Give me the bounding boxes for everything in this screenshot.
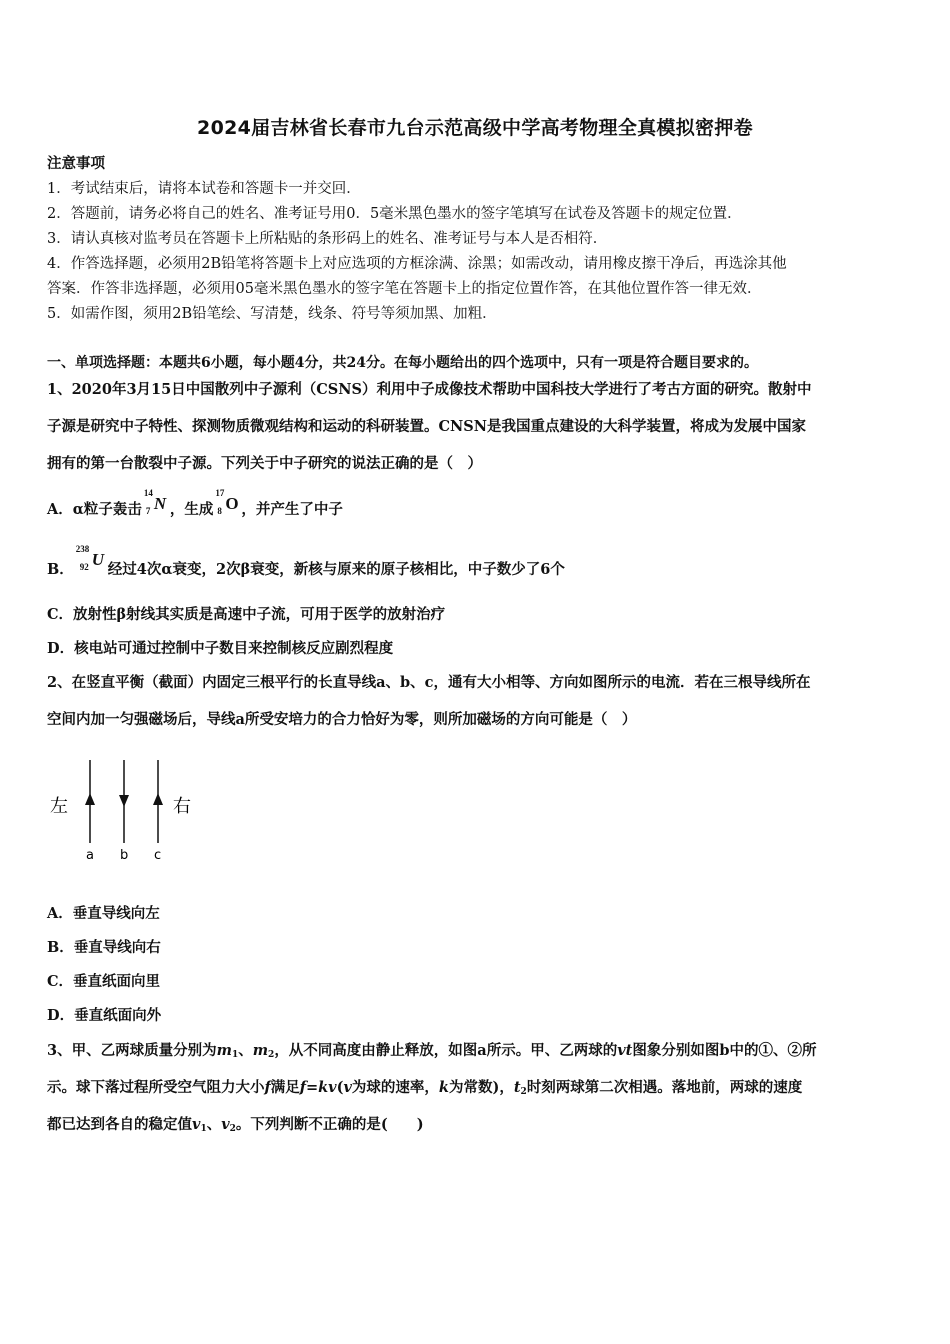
q2-option-a: A．垂直导线向左 <box>47 905 160 922</box>
section1-heading: 一、单项选择题：本题共6小题，每小题4分，共24分。在每小题给出的四个选项中，只有一项是符合题目要求的。 <box>47 355 758 371</box>
q3-stem-line3: 都已达到各自的稳定值$v_1$、$v_2$。下列判断不正确的是( ) <box>47 1116 424 1134</box>
q1-option-a-pre: A．α粒子轰击 <box>47 501 142 518</box>
q2-stem-line2: 空间内加一匀强磁场后，导线a所受安培力的合力恰好为零，则所加磁场的方向可能是（ ） <box>47 711 637 728</box>
wire-c-label: c <box>154 848 162 863</box>
notice-item-1: 1．考试结束后，请将本试卷和答题卡一并交回． <box>47 181 361 197</box>
q2-option-c: C．垂直纸面向里 <box>47 973 161 990</box>
notice-item-4: 4．作答选择题，必须用2B铅笔将答题卡上对应选项的方框涂满、涂黑；如需改动，请用橡皮擦干净后，再选涂其他 <box>47 256 787 272</box>
q1-option-b: B． 238 92 U 经过4次α衰变，2次β衰变，新核与原来的原子核相比，中子数少了6个 <box>47 544 565 578</box>
wire-c-up-arrow-icon <box>153 793 163 805</box>
wire-b-label: b <box>120 848 129 863</box>
notice-item-5: 5．如需作图，须用2B铅笔绘、写清楚，线条、符号等须加黑、加粗． <box>47 306 497 322</box>
q2-stem-line1: 2、在竖直平衡（截面）内固定三根平行的长直导线a、b、c，通有大小相等、方向如图所示的电流．若在三根导线所在 <box>47 674 811 691</box>
nitrogen-isotope: 14 7 N <box>143 488 167 516</box>
q1-stem-line3: 拥有的第一台散裂中子源。下列关于中子研究的说法正确的是（ ） <box>47 455 482 472</box>
q2-option-d: D．垂直纸面向外 <box>47 1007 162 1024</box>
wire-a-up-arrow-icon <box>85 793 95 805</box>
wires-diagram <box>40 755 210 870</box>
wire-b-down-arrow-icon <box>119 795 129 807</box>
q1-option-c: C．放射性β射线其实质是高速中子流，可用于医学的放射治疗 <box>47 606 446 623</box>
notice-item-3: 3．请认真核对监考员在答题卡上所粘贴的条形码上的姓名、准考证号与本人是否相符． <box>47 231 608 247</box>
q3-stem-line2: 示。球下落过程所受空气阻力大小f满足f=kv(v为球的速率，k为常数)，$t_2$时刻两球第二次相遇。落地前，两球的速度 <box>47 1079 803 1097</box>
right-label: 右 <box>173 796 191 817</box>
oxygen-isotope: 17 8 O <box>215 488 239 516</box>
uranium-isotope: 238 92 U <box>75 544 105 572</box>
notice-heading: 注意事项 <box>47 155 105 172</box>
notice-item-4-cont: 答案．作答非选择题，必须用05毫米黑色墨水的签字笔在答题卡上的指定位置作答，在其他位置作答一律无效． <box>47 281 762 297</box>
q1-stem-line1: 1、2020年3月15日中国散列中子源利（CSNS）利用中子成像技术帮助中国科技大学进行了考古方面的研究。散射中 <box>47 381 812 398</box>
left-label: 左 <box>50 796 68 817</box>
q2-option-b: B．垂直导线向右 <box>47 939 161 956</box>
q3-stem-line1: 3、甲、乙两球质量分别为$m_1$、$m_2$，从不同高度由静止释放，如图a所示。甲、乙两球的vt图象分别如图b中的①、②所 <box>47 1042 817 1060</box>
q1-stem-line2: 子源是研究中子特性、探测物质微观结构和运动的科研装置。CNSN是我国重点建设的大科学装置，将成为发展中国家 <box>47 418 807 435</box>
page-title: 2024届吉林省长春市九台示范高级中学高考物理全真模拟密押卷 <box>197 117 753 139</box>
wire-a-label: a <box>86 848 94 863</box>
notice-item-2: 2．答题前，请务必将自己的姓名、准考证号用0．5毫米黑色墨水的签字笔填写在试卷及答题卡的规定位置． <box>47 206 742 222</box>
q1-option-a: A．α粒子轰击 14 7 N ，生成 17 8 O ，并产生了中子 <box>47 488 343 518</box>
q1-option-d: D．核电站可通过控制中子数目来控制核反应剧烈程度 <box>47 640 394 657</box>
